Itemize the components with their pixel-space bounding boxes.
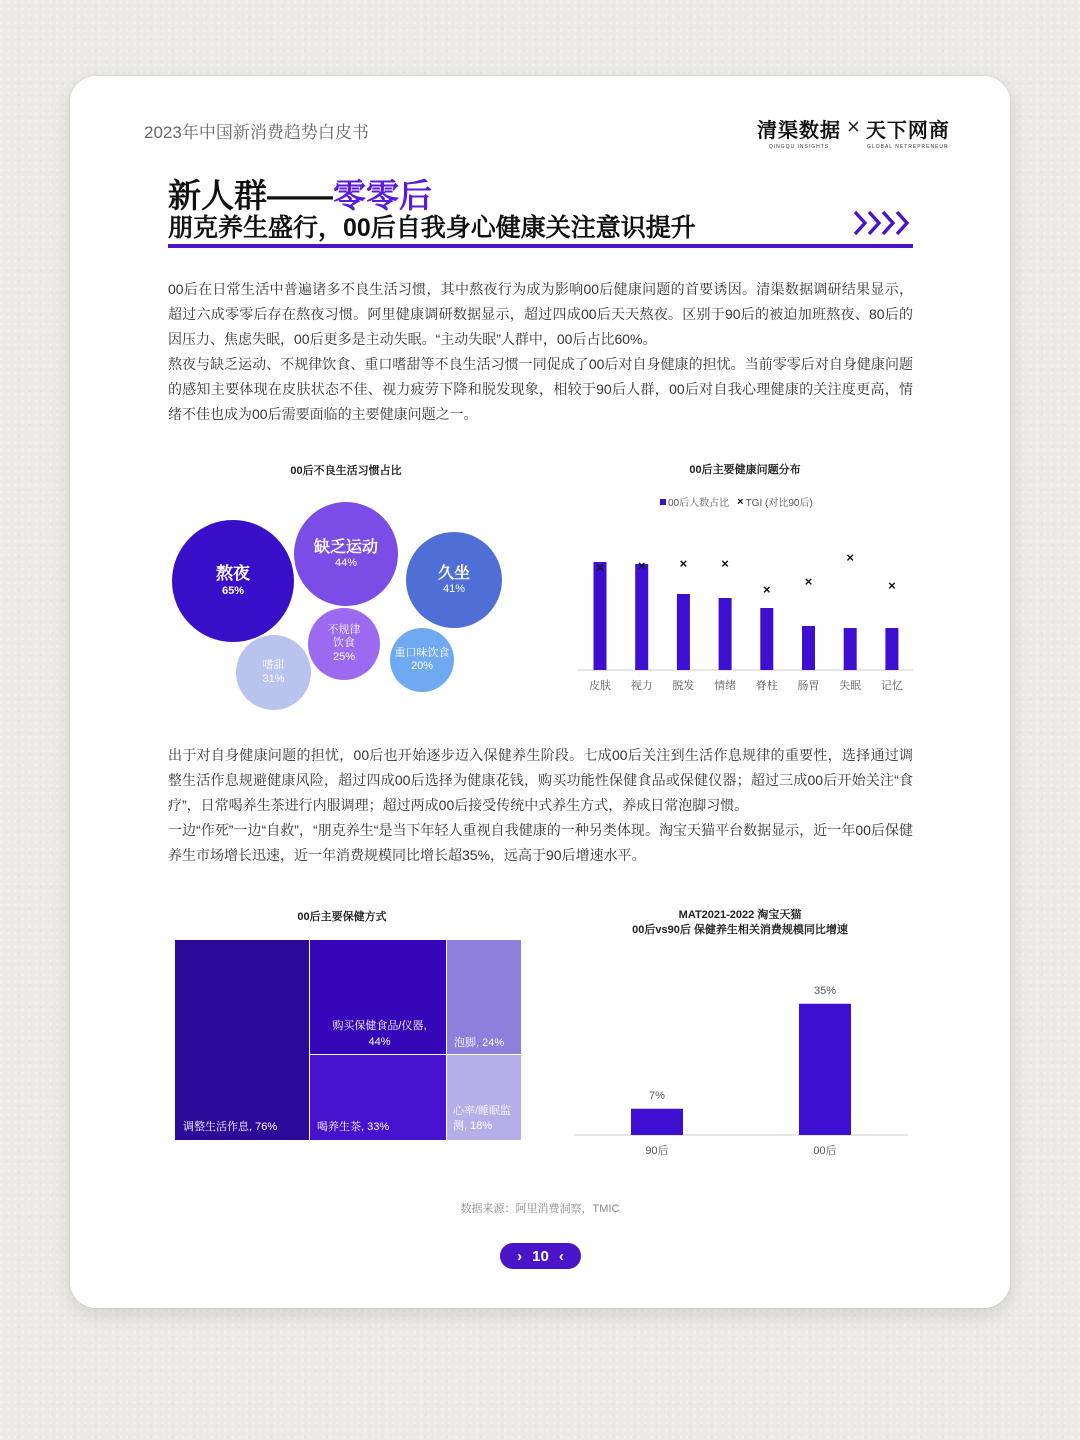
tgi-marker-脱发: × <box>679 556 688 571</box>
tick-label-失眠: 失眠 <box>839 680 862 692</box>
section-title: 新人群——零零后 <box>168 177 432 214</box>
paragraph-4: 一边“作死”一边“自救”，“朋克养生“是当下年轻人重视自我健康的一种另类体现。淘宝天猫平台数据显示，近一年00后保健养生市场增长迅速，近一年消费规模同比增长超35%，远高于90后增速水平。 <box>168 822 913 863</box>
tgi-marker-失眠: × <box>846 550 854 565</box>
bubble-sweet: 嗜甜 31% <box>236 635 311 710</box>
tgi-marker-脊柱: × <box>763 582 771 597</box>
paragraph-1: 00后在日常生活中普遍诸多不良生活习惯，其中熬夜行为成为影响00后健康问题的首要诱因。清渠数据调研结果显示，超过六成零零后存在熬夜习惯。阿里健康调研数据显示，超过四成00后天天熬夜。区别于90后的被迫加班熬夜、80后的因压力、焦虑失眠，00后更多是主动失眠。“主动失眠”人群中，00后占比60%。 <box>168 281 913 347</box>
treemap-chart <box>175 940 521 1140</box>
treemap-cell-monitoring: 心率/睡眠监测, 18% <box>446 1054 521 1140</box>
chevron-right-icon[interactable]: › <box>517 1247 523 1265</box>
tick-label-脱发: 脱发 <box>672 680 695 692</box>
qingqu-logo: 清渠数据 QINGQU INSIGHTS <box>757 120 841 150</box>
x-marker-icon: × <box>737 495 744 508</box>
chevrons-icon <box>852 208 914 238</box>
growth-bar-chart <box>570 970 915 1165</box>
tgi-marker-情绪: × <box>721 556 729 571</box>
partner-logos <box>757 114 950 150</box>
bar-share-肠胃 <box>802 626 815 670</box>
bar-share-皮肤 <box>594 562 607 670</box>
bar-share-情绪 <box>719 598 732 670</box>
data-label-00后: 35% <box>813 984 837 997</box>
tick-label-90后: 90后 <box>645 1145 669 1157</box>
legend-swatch <box>660 499 666 505</box>
section-subtitle: 朋克养生盛行，00后自我身心健康关注意识提升 <box>168 214 696 242</box>
tick-label-脊柱: 脊柱 <box>755 680 778 692</box>
data-source: 数据来源：阿里消费洞察，TMIC <box>460 1203 620 1215</box>
tick-label-皮肤: 皮肤 <box>589 680 611 692</box>
bubble-stay-up: 熬夜 65% <box>172 520 294 642</box>
treemap-cell-supplements: 购买保健食品/仪器, 44% <box>309 940 446 1054</box>
bubble-no-exercise: 缺乏运动 44% <box>294 502 398 606</box>
paragraph-3: 出于对自身健康问题的担忧，00后也开始逐步迈入保健养生阶段。七成00后关注到生活作息规律的重要性，选择通过调整生活作息规避健康风险，超过四成00后选择为健康花钱，购买功能性保健食品或保健仪器；超过三成00后开始关注“食疗”，日常喝养生茶进行内服调理；超过两成00后接受传统中式养生方式，养成日常泡脚习惯。 <box>168 747 913 813</box>
tick-label-00后: 00后 <box>813 1145 837 1157</box>
bar-share-视力 <box>635 564 648 670</box>
legend-item-tgi: × TGI (对比90后) <box>737 495 813 509</box>
health-bar-chart <box>570 520 915 700</box>
bar-growth-00后 <box>799 1004 851 1135</box>
bubble-sedentary: 久坐 41% <box>406 532 502 628</box>
data-label-90后: 7% <box>649 1089 665 1102</box>
tgi-marker-视力: × <box>637 558 646 573</box>
treemap-divider <box>309 1054 521 1055</box>
bar-share-记忆 <box>885 628 898 670</box>
bar-growth-90后 <box>631 1109 683 1135</box>
paragraph-2: 熬夜与缺乏运动、不规律饮食、重口嗜甜等不良生活习惯一同促成了00后对自身健康的担忧。当前零零后对自身健康问题的感知主要体现在皮肤状态不佳、视力疲劳下降和脱发现象，相较于90后人群，00后对自我心理健康的关注度更高，情绪不佳也成为00后需要面临的主要健康问题之一。 <box>168 356 913 422</box>
bar-share-失眠 <box>844 628 857 670</box>
page-number: 10 <box>532 1247 549 1265</box>
bar-share-脱发 <box>677 594 690 670</box>
title-divider <box>168 244 913 248</box>
tick-label-视力: 视力 <box>630 680 653 692</box>
bubble-irregular-diet: 不规律饮食 25% <box>308 608 380 680</box>
document-title: 2023年中国新消费趋势白皮书 <box>144 123 369 142</box>
treemap-cell-routine: 调整生活作息, 76% <box>175 940 309 1140</box>
legend-item-share: 00后人数占比 <box>660 494 729 509</box>
treemap-divider <box>309 940 310 1140</box>
chevron-left-icon[interactable]: ‹ <box>558 1247 564 1265</box>
tick-label-肠胃: 肠胃 <box>797 680 820 692</box>
tianxia-logo: 天下网商 GLOBAL NETREPRENEUR <box>865 120 950 150</box>
bubble-chart-title: 00后不良生活习惯占比 <box>290 465 402 477</box>
health-chart-legend <box>660 494 813 509</box>
treemap-cell-footbath: 泡脚, 24% <box>446 940 521 1054</box>
page-pager <box>500 1243 581 1269</box>
health-chart-title: 00后主要健康问题分布 <box>689 464 801 476</box>
treemap-title: 00后主要保健方式 <box>297 911 387 923</box>
bar-share-脊柱 <box>760 608 773 670</box>
tick-label-情绪: 情绪 <box>714 680 737 692</box>
bubble-heavy-taste: 重口味饮食 20% <box>390 628 454 692</box>
tick-label-记忆: 记忆 <box>880 680 903 692</box>
tgi-marker-肠胃: × <box>804 574 813 589</box>
treemap-divider <box>446 940 447 1140</box>
growth-chart-title: MAT2021-2022 淘宝天猫 00后vs90后 保健养生相关消费规模同比增速 <box>632 909 848 936</box>
treemap-cell-tea: 喝养生茶, 33% <box>309 1054 446 1140</box>
tgi-marker-皮肤: × <box>596 560 604 575</box>
logo-times-icon: × <box>847 114 860 139</box>
tgi-marker-记忆: × <box>888 578 896 593</box>
